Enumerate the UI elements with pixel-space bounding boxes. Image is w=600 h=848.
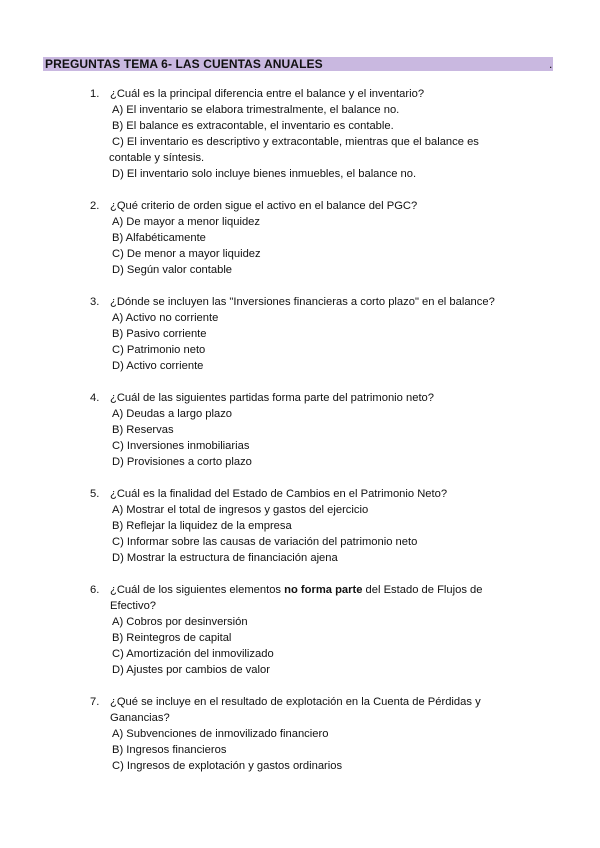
question-text: ¿Cuál es la principal diferencia entre el balance y el inventario? — [110, 88, 425, 100]
option-c-continued: contable y síntesis. — [109, 152, 205, 164]
option-d: D) Activo corriente — [112, 360, 204, 372]
question-text-pre: ¿Cuál de los siguientes elementos — [110, 584, 285, 596]
option-a: A) El inventario se elabora trimestralmente, el balance no. — [112, 104, 400, 116]
option-b: B) Reflejar la liquidez de la empresa — [112, 520, 292, 532]
option-d: D) Mostrar la estructura de financiación ajena — [112, 552, 338, 564]
option-a: A) Mostrar el total de ingresos y gastos del ejercicio — [112, 504, 369, 516]
option-a: A) Deudas a largo plazo — [112, 408, 233, 420]
option-b: B) Pasivo corriente — [112, 328, 207, 340]
question-number: 5. — [90, 488, 100, 500]
option-c: C) Amortización del inmovilizado — [112, 648, 274, 660]
option-b: B) El balance es extracontable, el inventario es contable. — [112, 120, 394, 132]
question-text — [110, 582, 530, 598]
question-number: 7. — [90, 696, 100, 708]
question-number: 3. — [90, 296, 100, 308]
question-text: ¿Qué criterio de orden sigue el activo en el balance del PGC? — [110, 200, 418, 212]
option-c: C) Inversiones inmobiliarias — [112, 440, 250, 452]
option-c: C) El inventario es descriptivo y extracontable, mientras que el balance es — [112, 136, 479, 148]
option-d: D) Según valor contable — [112, 264, 233, 276]
title-trailing-dot: . — [549, 57, 553, 71]
question-text-line2: Ganancias? — [110, 712, 170, 724]
option-a: A) Subvenciones de inmovilizado financiero — [112, 728, 329, 740]
question-number: 4. — [90, 392, 100, 404]
option-d: D) Ajustes por cambios de valor — [112, 664, 270, 676]
question-number: 2. — [90, 200, 100, 212]
page-title: PREGUNTAS TEMA 6- LAS CUENTAS ANUALES — [45, 57, 323, 71]
option-b: B) Reservas — [112, 424, 174, 436]
option-c: C) Ingresos de explotación y gastos ordinarios — [112, 760, 343, 772]
option-d: D) El inventario solo incluye bienes inmuebles, el balance no. — [112, 168, 417, 180]
option-a: A) Activo no corriente — [112, 312, 219, 324]
question-text: ¿Cuál de las siguientes partidas forma parte del patrimonio neto? — [110, 392, 434, 404]
question-text-emphasis: no forma parte — [284, 584, 363, 596]
option-b: B) Ingresos financieros — [112, 744, 227, 756]
option-c: C) Patrimonio neto — [112, 344, 206, 356]
question-text: ¿Qué se incluye en el resultado de explotación en la Cuenta de Pérdidas y — [110, 696, 481, 708]
option-c: C) Informar sobre las causas de variación del patrimonio neto — [112, 536, 418, 548]
question-number: 6. — [90, 584, 100, 596]
option-b: B) Reintegros de capital — [112, 632, 232, 644]
question-text: ¿Cuál es la finalidad del Estado de Cambios en el Patrimonio Neto? — [110, 488, 448, 500]
question-text-post: del Estado de Flujos de — [362, 584, 483, 596]
option-c: C) De menor a mayor liquidez — [112, 248, 261, 260]
option-b: B) Alfabéticamente — [112, 232, 206, 244]
question-number: 1. — [90, 88, 100, 100]
option-a: A) Cobros por desinversión — [112, 616, 248, 628]
question-text: ¿Dónde se incluyen las "Inversiones financieras a corto plazo" en el balance? — [110, 296, 495, 308]
option-a: A) De mayor a menor liquidez — [112, 216, 260, 228]
option-d: D) Provisiones a corto plazo — [112, 456, 252, 468]
question-text-line2: Efectivo? — [110, 600, 157, 612]
